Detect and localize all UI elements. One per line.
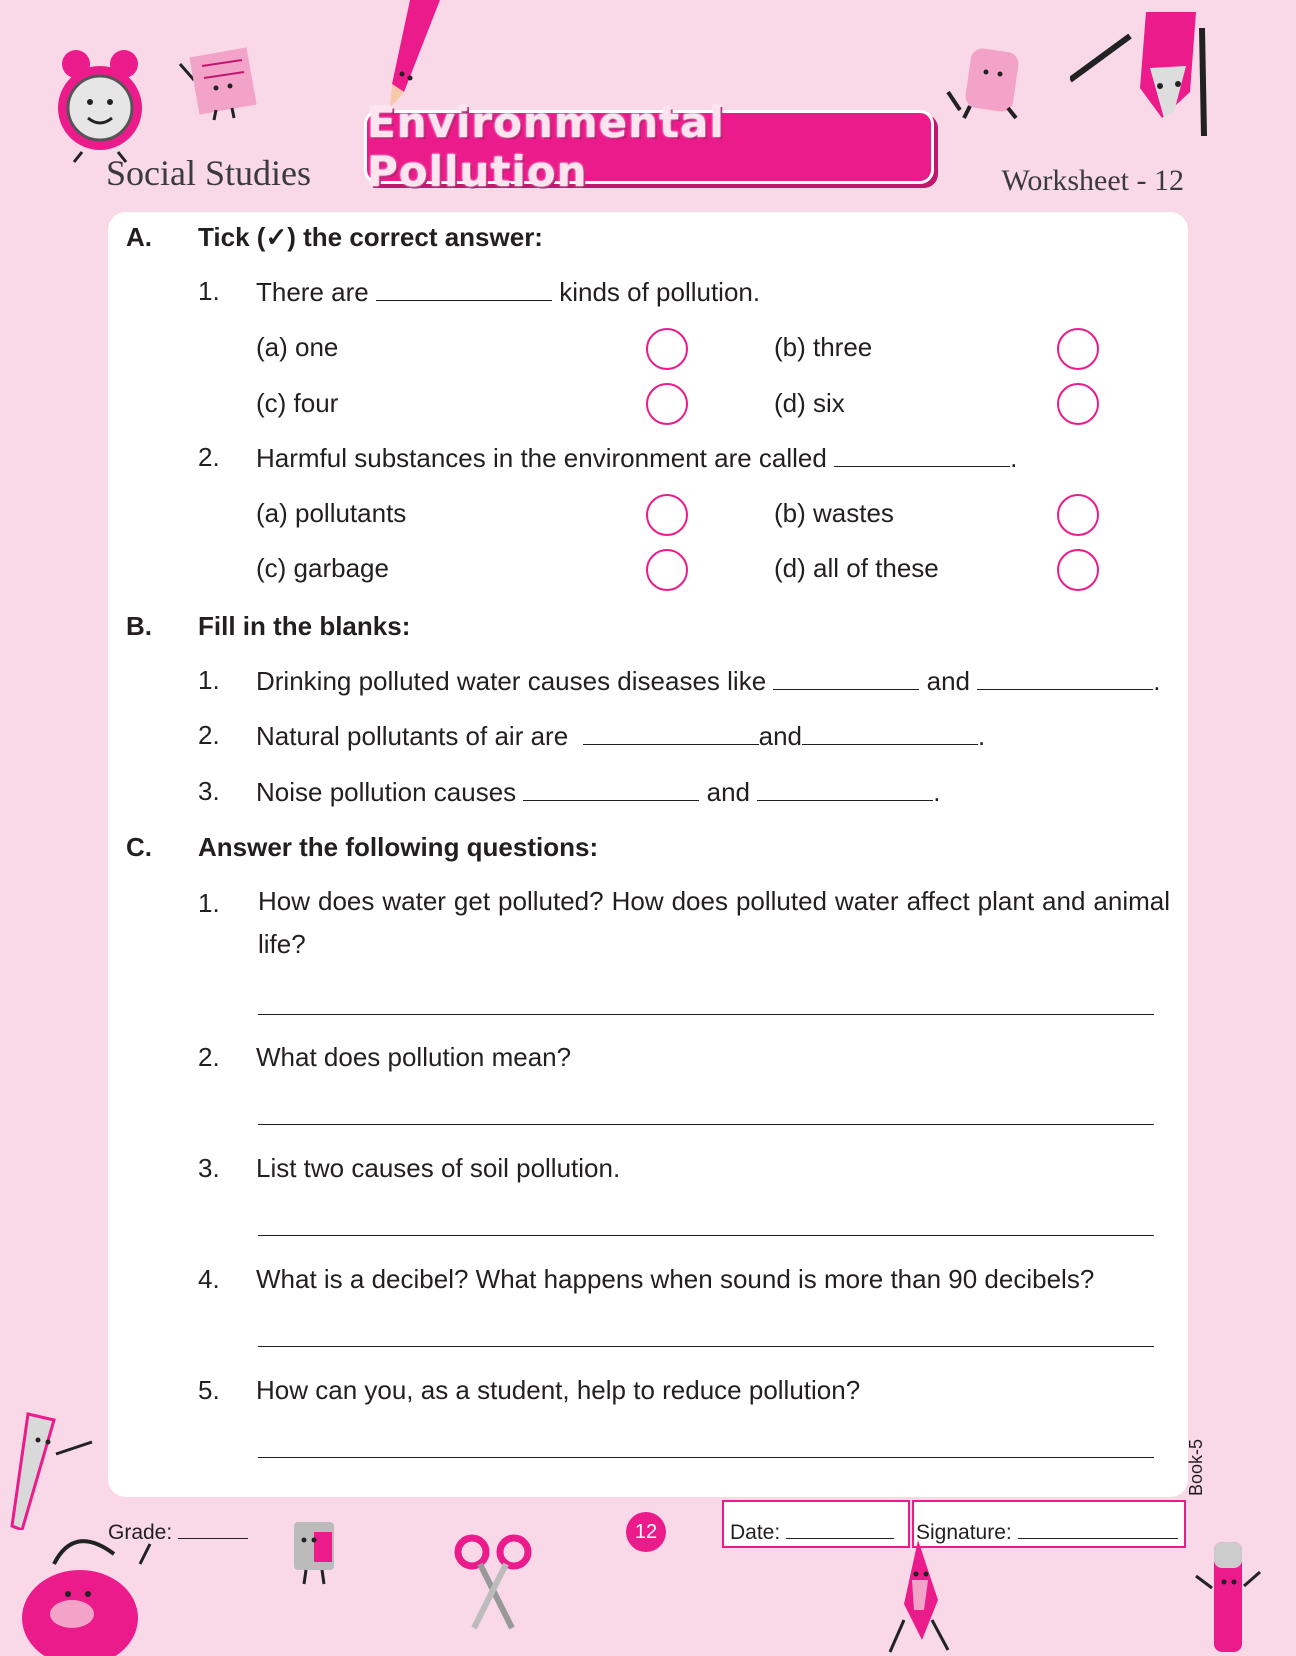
worksheet-label: Worksheet - 12 <box>1001 164 1184 197</box>
answer-line[interactable] <box>258 1124 1154 1125</box>
tick-circle[interactable] <box>646 494 688 536</box>
answer-line[interactable] <box>258 1457 1154 1458</box>
date-field: Date: <box>730 1520 894 1545</box>
scissors-icon <box>454 1532 534 1632</box>
signature-blank[interactable] <box>1018 1520 1178 1539</box>
tick-circle[interactable] <box>1057 383 1099 425</box>
question-c1-text: How does water get polluted? How does polluted water affect plant and animal life? <box>258 886 1170 959</box>
answer-line[interactable] <box>258 1346 1154 1347</box>
sharpener-icon <box>284 1518 344 1588</box>
option-a1-c: (c) four <box>256 388 339 418</box>
answer-blank[interactable] <box>583 720 759 745</box>
tick-circle[interactable] <box>1057 549 1099 591</box>
alarm-clock-icon <box>52 44 148 164</box>
date-blank[interactable] <box>786 1520 894 1539</box>
pencil-icon <box>380 0 444 112</box>
signature-field: Signature: <box>916 1520 1178 1545</box>
question-c2-text: What does pollution mean? <box>256 1042 572 1072</box>
page-number-badge: 12 <box>626 1512 666 1552</box>
pen-icon <box>1194 1536 1264 1656</box>
tick-circle[interactable] <box>1057 328 1099 370</box>
grade-label: Grade: <box>108 1520 248 1545</box>
option-a2-c: (c) garbage <box>256 553 389 583</box>
subject-label: Social Studies <box>106 153 311 193</box>
answer-blank[interactable] <box>834 442 1010 467</box>
crayon-icon <box>884 1540 954 1656</box>
tick-circle[interactable] <box>646 383 688 425</box>
question-c2-num: 2. <box>198 1042 220 1072</box>
question-c4-text: What is a decibel? What happens when sound is more than 90 decibels? <box>256 1264 1095 1294</box>
option-a2-a: (a) pollutants <box>256 498 407 528</box>
option-a1-d: (d) six <box>774 388 845 418</box>
notepad-icon <box>178 46 264 122</box>
answer-blank[interactable] <box>757 776 933 801</box>
tick-circle[interactable] <box>646 549 688 591</box>
option-a2-b: (b) wastes <box>774 498 894 528</box>
question-c3-text: List two causes of soil pollution. <box>256 1153 621 1183</box>
answer-line[interactable] <box>258 1014 1154 1015</box>
ruler-icon <box>8 1410 94 1530</box>
tick-circle[interactable] <box>1057 494 1099 536</box>
compass-icon <box>1070 8 1210 138</box>
answer-blank[interactable] <box>977 665 1153 690</box>
answer-line[interactable] <box>258 1235 1154 1236</box>
question-c5-num: 5. <box>198 1375 220 1405</box>
page-title: Environmental Pollution <box>367 98 725 196</box>
question-c1-num: 1. <box>198 888 220 918</box>
answer-blank[interactable] <box>523 776 699 801</box>
question-c5-text: How can you, as a student, help to reduce pollution? <box>256 1375 861 1405</box>
grade-blank[interactable] <box>178 1520 248 1539</box>
answer-blank[interactable] <box>773 665 919 690</box>
option-a1-b: (b) three <box>774 332 873 362</box>
eraser-icon <box>944 44 1030 120</box>
answer-blank[interactable] <box>802 720 978 745</box>
answer-blank[interactable] <box>376 276 552 301</box>
title-banner <box>364 98 934 196</box>
question-c4-num: 4. <box>198 1264 220 1294</box>
question-c3-num: 3. <box>198 1153 220 1183</box>
tick-circle[interactable] <box>646 328 688 370</box>
book-label: Book-5 <box>1186 1438 1206 1496</box>
option-a2-d: (d) all of these <box>774 553 939 583</box>
bag-icon <box>14 1524 154 1656</box>
option-a1-a: (a) one <box>256 332 339 362</box>
